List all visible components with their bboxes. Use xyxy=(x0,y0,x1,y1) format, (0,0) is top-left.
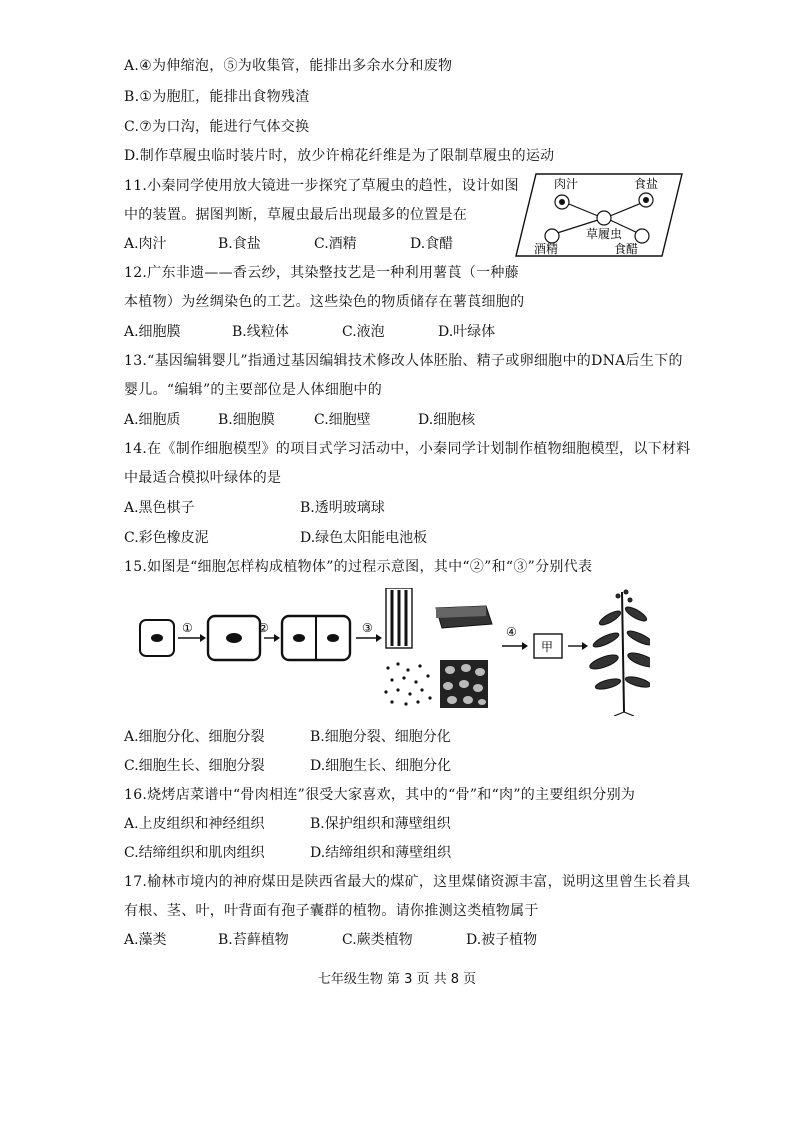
step2-label: ② xyxy=(258,621,269,635)
q10-option-b: B.①为胞肛，能排出食物残渣 xyxy=(124,89,310,105)
q14-option-a: A.黑色棋子 xyxy=(124,500,195,516)
q16-stem: 16.烧烤店菜谱中“骨肉相连”很受大家喜欢，其中的“骨”和“肉”的主要组织分别为 xyxy=(124,787,636,803)
q13-option-c: C.细胞壁 xyxy=(314,412,371,428)
q15-option-a: A.细胞分化、细胞分裂 xyxy=(124,729,265,745)
q16-option-d: D.结缔组织和薄壁组织 xyxy=(310,845,452,861)
q11-option-a: A.肉汁 xyxy=(124,236,167,252)
q12-option-d: D.叶绿体 xyxy=(438,324,496,340)
q17-stem-line2: 有根、茎、叶，叶背面有孢子囊群的植物。请你推测这类植物属于 xyxy=(124,903,539,919)
q13-stem-line1: 13.“基因编辑婴儿”指通过基因编辑技术修改人体胚胎、精子或卵细胞中的DNA后生下的 xyxy=(124,353,683,369)
q13-option-a: A.细胞质 xyxy=(124,412,181,428)
q11-stem-line2: 中的装置。据图判断，草履虫最后出现最多的位置是在 xyxy=(124,207,468,223)
q11-diagram xyxy=(514,172,684,258)
q15-stem: 15.如图是“细胞怎样构成植物体”的过程示意图，其中“②”和“③”分别代表 xyxy=(124,559,593,575)
q15-diagram xyxy=(130,588,650,716)
q16-option-b: B.保护组织和薄壁组织 xyxy=(310,816,451,832)
q11-option-b: B.食盐 xyxy=(218,236,261,252)
q15-option-c: C.细胞生长、细胞分裂 xyxy=(124,758,265,774)
q17-stem-line1: 17.榆林市境内的神府煤田是陕西省最大的煤矿，这里煤储资源丰富，说明这里曾生长着具 xyxy=(124,874,691,890)
q17-option-a: A.藻类 xyxy=(124,932,167,948)
q15-option-d: D.细胞生长、细胞分化 xyxy=(310,758,452,774)
label-alcohol: 酒精 xyxy=(534,242,559,256)
q10-option-d: D.制作草履虫临时装片时，放少许棉花纤维是为了限制草履虫的运动 xyxy=(124,148,555,164)
tissue-mechanical xyxy=(440,660,488,708)
tissue-protective xyxy=(436,606,492,628)
tissue-conducting xyxy=(386,588,412,648)
tissue-parenchyma xyxy=(384,662,431,705)
q12-stem-line1: 12.广东非遗——香云纱，其染整技艺是一种利用薯莨（一种藤 xyxy=(124,265,519,281)
q11-option-c: C.酒精 xyxy=(314,236,357,252)
dish-alcohol xyxy=(545,229,559,243)
page-footer: 七年级生物 第 3 页 共 8 页 xyxy=(317,972,477,987)
q17-option-c: C.蕨类植物 xyxy=(342,932,413,948)
label-paramecium: 草履虫 xyxy=(586,227,623,241)
q16-option-a: A.上皮组织和神经组织 xyxy=(124,816,265,832)
q13-stem-line2: 婴儿。“编辑”的主要部位是人体细胞中的 xyxy=(124,382,383,398)
q17-option-b: B.苔藓植物 xyxy=(218,932,289,948)
q14-option-c: C.彩色橡皮泥 xyxy=(124,530,209,546)
q12-option-a: A.细胞膜 xyxy=(124,324,181,340)
q11-option-d: D.食醋 xyxy=(410,236,454,252)
step4-label: ④ xyxy=(506,625,517,639)
q13-option-d: D.细胞核 xyxy=(418,412,476,428)
dish-vinegar xyxy=(635,229,649,243)
q17-option-d: D.被子植物 xyxy=(466,932,538,948)
q12-stem-line2: 本植物）为丝绸染色的工艺。这些染色的物质储存在薯莨细胞的 xyxy=(124,294,525,310)
q14-option-d: D.绿色太阳能电池板 xyxy=(300,530,428,546)
step1-label: ① xyxy=(182,621,193,635)
label-meat-broth: 肉汁 xyxy=(554,177,579,191)
q12-option-b: B.线粒体 xyxy=(232,324,289,340)
q14-stem-line2: 中最适合模拟叶绿体的是 xyxy=(124,470,282,486)
q10-option-a: A.④为伸缩泡，⑤为收集管，能排出多余水分和废物 xyxy=(124,58,453,74)
q14-stem-line1: 14.在《制作细胞模型》的项目式学习活动中，小秦同学计划制作植物细胞模型，以下材料 xyxy=(124,441,691,457)
q13-option-b: B.细胞膜 xyxy=(218,412,275,428)
q12-option-c: C.液泡 xyxy=(342,324,385,340)
label-vinegar: 食醋 xyxy=(614,242,639,256)
step3-label: ③ xyxy=(362,621,373,635)
q16-option-c: C.结缔组织和肌肉组织 xyxy=(124,845,265,861)
label-salt: 食盐 xyxy=(634,177,659,191)
q15-option-b: B.细胞分裂、细胞分化 xyxy=(310,729,451,745)
q10-option-c: C.⑦为口沟，能进行气体交换 xyxy=(124,119,310,135)
q11-stem-line1: 11.小秦同学使用放大镜进一步探究了草履虫的趋性，设计如图 xyxy=(124,178,519,194)
q14-option-b: B.透明玻璃球 xyxy=(300,500,385,516)
dish-center xyxy=(597,211,611,225)
organ-box-label: 甲 xyxy=(541,640,554,654)
plant-illustration xyxy=(588,590,650,716)
